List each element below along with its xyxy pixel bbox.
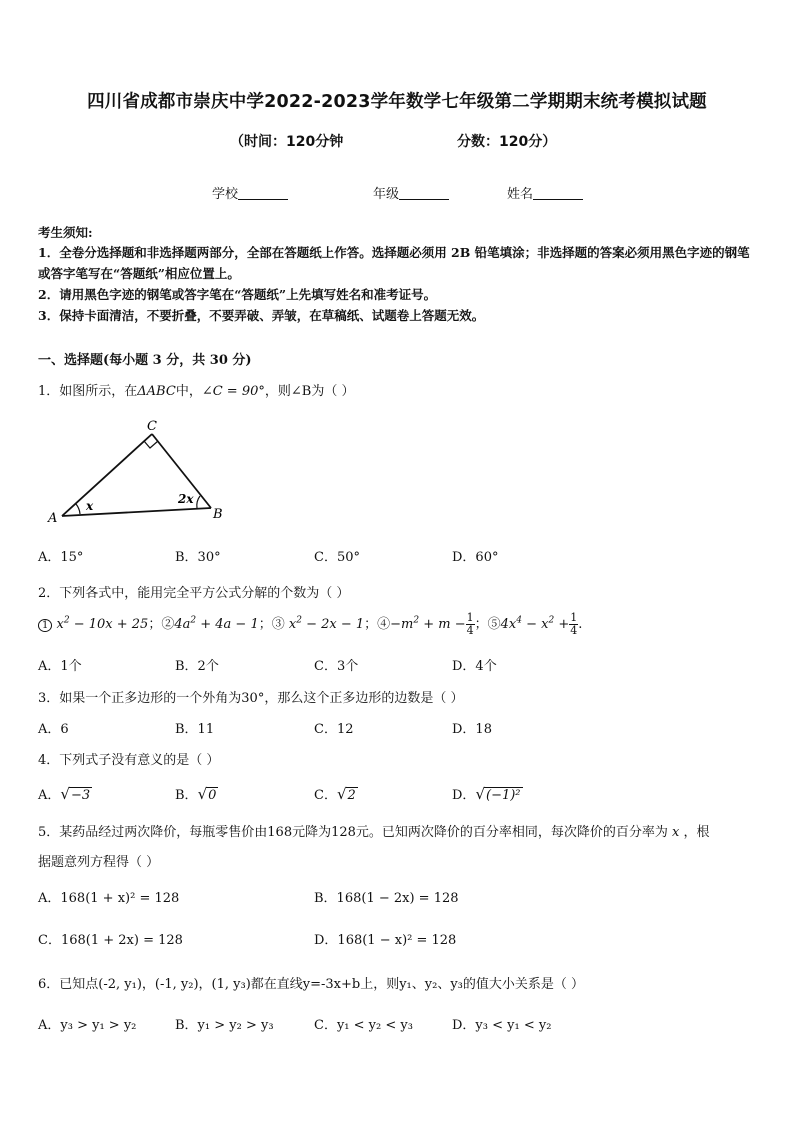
q1-option-c[interactable]: C．50° <box>314 550 360 565</box>
side-ac <box>62 434 152 516</box>
label-b: B <box>213 507 223 522</box>
q1-angle-c: ∠C = 90° <box>201 384 265 399</box>
grade-field <box>373 183 449 202</box>
q1-triangle: ΔABC <box>137 384 176 399</box>
angle-a-arc <box>76 504 80 514</box>
notice-item-3: 3．保持卡面清洁，不要折叠，不要弄破、弄皱，在草稿纸、试题卷上答题无效。 <box>38 308 485 323</box>
q6-option-a[interactable]: A．y₃ > y₁ > y₂ <box>38 1018 137 1033</box>
q2-option-d[interactable]: D．4个 <box>452 659 497 674</box>
q4-option-c[interactable]: C．√2 <box>314 785 356 803</box>
q4-radicand-c: 2 <box>347 788 356 803</box>
q4-option-d[interactable]: D．√(−1)² <box>452 785 521 803</box>
name-blank <box>533 199 583 200</box>
q2-expressions: 1 $x^2 - 10x + 25$；$②4a^2 + 4a - 1$；③ $x^2 - 2x - 1$；$④-m^2 + m$ − $\frac{1}{4}$ ；$⑤4x^4 - x^2$ + $\frac{1}{4}$ . <box>38 612 582 637</box>
label-a: A <box>48 511 58 526</box>
name-label: 姓名 <box>507 187 534 202</box>
q6-stem: 6．已知点(-2, y₁)，(-1, y₂)，(1, y₃)都在直线y=-3x+b上，则y₁、y₂、y₃的值大小关系是（ ） <box>38 977 585 992</box>
exam-time: （时间：120分钟 <box>230 134 344 150</box>
q4-option-b[interactable]: B．√0 <box>175 785 217 803</box>
q2-option-a[interactable]: A．1个 <box>38 659 82 674</box>
label-angle-x: x <box>86 499 94 513</box>
q4-option-a[interactable]: A．√−3 <box>38 785 91 803</box>
notice-item-1: 1．全卷分选择题和非选择题两部分，全部在答题纸上作答。选择题必须用 2B 铅笔填涂；非选择题的答案必须用黑色字迹的钢笔或答字笔写在“答题纸”相应位置上。 <box>38 245 750 281</box>
q5-stem-line2: 据题意列方程得（ ） <box>38 855 160 870</box>
notice-heading: 考生须知: <box>38 225 93 240</box>
angle-b-arc <box>197 496 200 508</box>
q1-option-d[interactable]: D．60° <box>452 550 499 565</box>
school-blank <box>238 199 288 200</box>
side-ab <box>62 508 211 516</box>
q5-option-d[interactable]: D．168(1 − x)² = 128 <box>314 933 457 948</box>
q1-stem-e: ，则∠B为（ ） <box>264 384 355 399</box>
q3-option-b[interactable]: B．11 <box>175 722 215 737</box>
q4-radicand-d: (−1)² <box>486 788 521 803</box>
grade-label: 年级 <box>373 187 400 202</box>
q4-radicand-a: −3 <box>70 788 91 803</box>
section-heading: 一、选择题(每小题 3 分，共 30 分) <box>38 353 252 368</box>
q2-option-b[interactable]: B．2个 <box>175 659 219 674</box>
q5-option-b[interactable]: B．168(1 − 2x) = 128 <box>314 891 459 906</box>
q2-option-c[interactable]: C．3个 <box>314 659 359 674</box>
q1-stem-a: 1．如图所示，在 <box>38 384 138 399</box>
q6-option-d[interactable]: D．y₃ < y₁ < y₂ <box>452 1018 552 1033</box>
q3-stem: 3．如果一个正多边形的一个外角为30°，那么这个正多边形的边数是（ ） <box>38 691 464 706</box>
q3-option-c[interactable]: C．12 <box>314 722 354 737</box>
exam-score: 分数：120分） <box>457 134 557 150</box>
q1-triangle-figure <box>40 410 240 528</box>
q6-option-b[interactable]: B．y₁ > y₂ > y₃ <box>175 1018 274 1033</box>
exam-title: 四川省成都市崇庆中学2022-2023学年数学七年级第二学期期末统考模拟试题 <box>87 92 707 112</box>
school-field <box>212 183 288 202</box>
grade-blank <box>399 199 449 200</box>
q5-option-c[interactable]: C．168(1 + 2x) = 128 <box>38 933 183 948</box>
name-field <box>507 183 583 202</box>
q5-option-a[interactable]: A．168(1 + x)² = 128 <box>38 891 180 906</box>
q1-stem-c: 中， <box>175 384 202 399</box>
q6-option-c[interactable]: C．y₁ < y₂ < y₃ <box>314 1018 413 1033</box>
q5-stem-line1: 5．某药品经过两次降价，每瓶零售价由168元降为128元。已知两次降价的百分率相同，每次降价的百分率为 x ，根 <box>38 825 710 840</box>
label-c: C <box>147 419 157 434</box>
q4-stem: 4．下列式子没有意义的是（ ） <box>38 753 220 768</box>
q1-option-a[interactable]: A．15° <box>38 550 84 565</box>
q1-stem <box>38 380 354 399</box>
q4-radicand-b: 0 <box>208 788 217 803</box>
q3-option-a[interactable]: A．6 <box>38 722 69 737</box>
school-label: 学校 <box>212 187 239 202</box>
q1-option-b[interactable]: B．30° <box>175 550 221 565</box>
label-angle-2x: 2x <box>178 492 194 506</box>
notice-item-2: 2．请用黑色字迹的钢笔或答字笔在“答题纸”上先填写姓名和准考证号。 <box>38 287 437 302</box>
q3-option-d[interactable]: D．18 <box>452 722 492 737</box>
right-angle-mark <box>144 441 158 448</box>
q2-stem: 2．下列各式中，能用完全平方公式分解的个数为（ ） <box>38 586 350 601</box>
